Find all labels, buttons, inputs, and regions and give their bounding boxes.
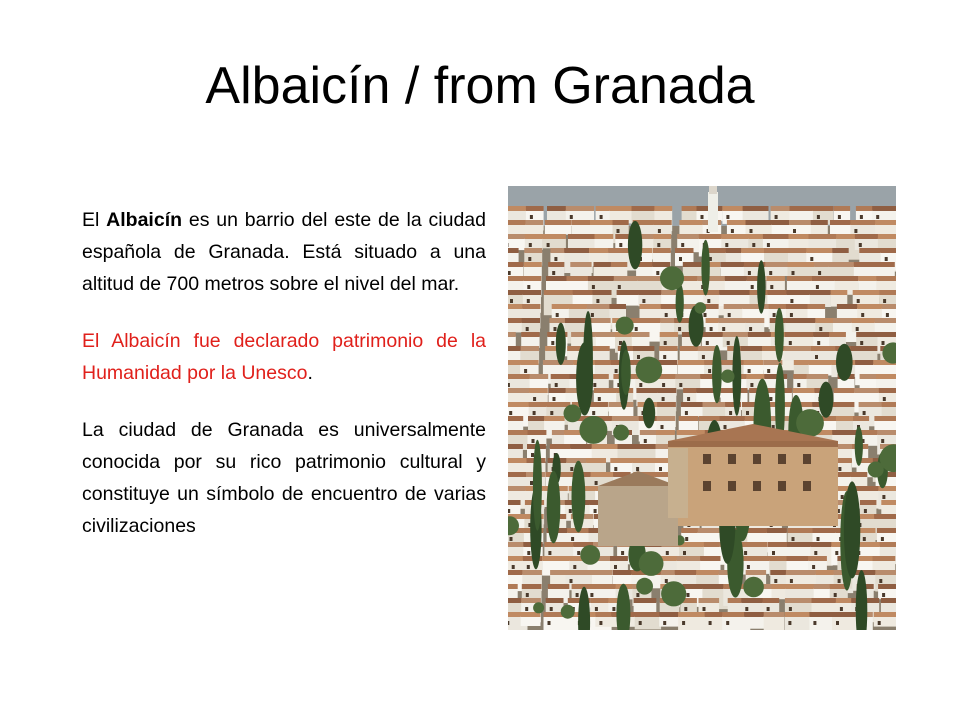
paragraph-3: La ciudad de Granada es universalmente conocida por su rico patrimonio cultural y constituye un símbolo de encuentro de varias civilizaciones [82, 419, 486, 537]
slide-title: Albaicín / from Granada [205, 57, 755, 115]
paragraph-1 [82, 204, 486, 300]
albaicin-bold: Albaicín [106, 209, 183, 231]
paragraph-1-rest: es un barrio del este de la ciudad española de Granada. Está situado a una altitud de 700 metros sobre el nivel del mar. [82, 209, 486, 295]
paragraph-2-tail: . [307, 362, 313, 384]
paragraph-2 [82, 325, 486, 389]
unesco-statement: El Albaicín fue declarado patrimonio de la Humanidad por la Unesco [82, 330, 486, 384]
albaicin-photo [508, 186, 896, 630]
paragraph-1-prefix: El [82, 209, 107, 231]
body-text [82, 204, 486, 542]
